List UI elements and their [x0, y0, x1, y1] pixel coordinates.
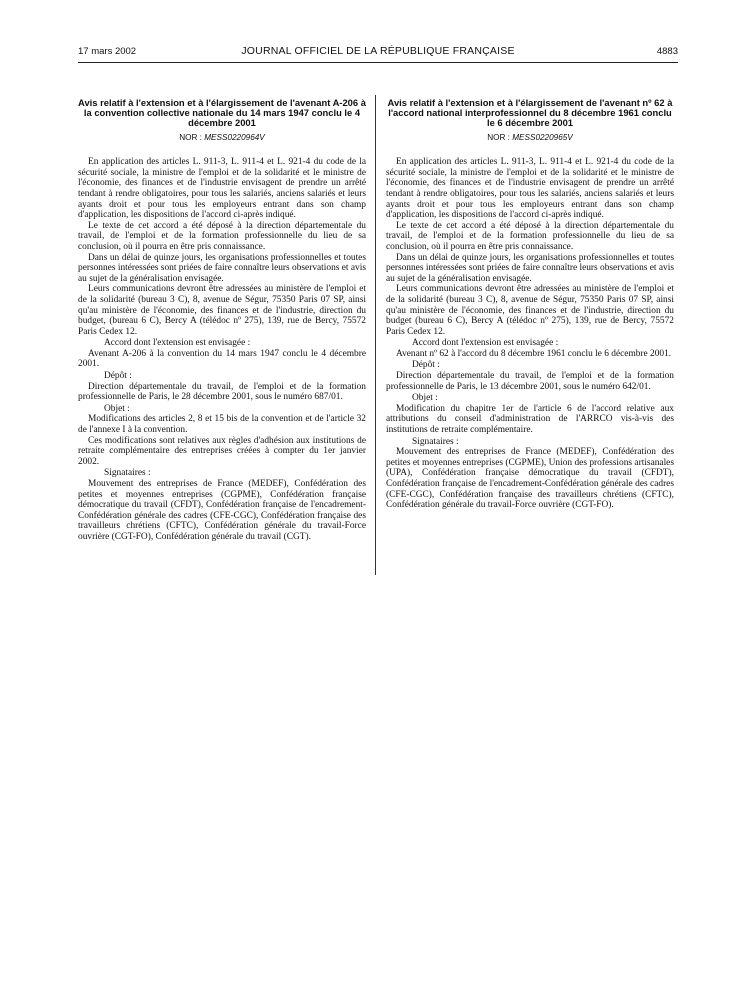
paragraph-depot-texte: Le texte de cet accord a été déposé à la direction départementale du travail, de l'emploi et de la formation professionnelle du lieu de sa conclusion, où il pourra en être pris connaissance. — [386, 220, 674, 252]
accord-label: Accord dont l'extension est envisagée : — [104, 338, 251, 349]
header-rule — [78, 62, 678, 63]
signataires-text: Mouvement des entreprises de France (MEDEF), Confédération des petites et moyennes entreprises (CGPME), Confédération française démocratique du travail (CFDT), Confédération française de l'encadrement-Confédération générale des cadres (CFE-CGC), Confédération française des travailleurs chrétiens (CFTC), Confédération générale du travail-Force ouvrière (CGT-FO), Confédération générale du travail (CGT). — [78, 479, 366, 542]
objet-label: Objet : — [412, 393, 438, 404]
accord-label: Accord dont l'extension est envisagée : — [412, 338, 559, 349]
paragraph-delai: Dans un délai de quinze jours, les organisations professionnelles et toutes personnes intéressées sont priées de faire connaître leurs observations et avis au sujet de la généralisation envisagée. — [386, 252, 674, 284]
page-header — [78, 44, 678, 60]
objet-text-2: Ces modifications sont relatives aux règles d'adhésion aux institutions de retraite complémentaire des entreprises créées à compter du 1er janvier 2002. — [78, 435, 366, 467]
objet-text: Modification du chapitre 1er de l'article 6 de l'accord relative aux attributions du conseil d'administration de l'ARRCO vis-à-vis des institutions de retraite complémentaire. — [386, 403, 674, 436]
nor-label: NOR : — [179, 132, 202, 142]
nor-code: MESS0220965V — [512, 132, 573, 142]
paragraph-application: En application des articles L. 911-3, L. 911-4 et L. 921-4 du code de la sécurité sociale, la ministre de l'emploi et de la solidarité et le ministre de l'économie, des finances et de l'industrie envisagent de prendre un arrêté tendant à rendre obligatoires, pour tous les salariés, anciens salariés et leurs ayants droit et pour tous les employeurs entrant dans son champ d'application, les dispositions de l'accord ci-après indiqué. — [78, 157, 366, 221]
objet-label: Objet : — [104, 403, 130, 414]
depot-text: Direction départementale du travail, de l'emploi et de la formation professionnelle de Paris, le 28 décembre 2001, sous le numéro 687/01. — [78, 381, 366, 403]
paragraph-delai: Dans un délai de quinze jours, les organisations professionnelles et toutes personnes intéressées sont priées de faire connaître leurs observations et avis au sujet de la généralisation envisagée. — [78, 252, 366, 284]
header-date: 17 mars 2002 — [78, 46, 137, 57]
signataires-text: Mouvement des entreprises de France (MEDEF), Confédération des petites et moyennes entreprises (CGPME), Union des professions artisanales (UPA), Confédération française démocratique du travail (CFDT), Confédération française de l'encadrement-Confédération générale des cadres (CFE-CGC), Confédération française des travailleurs chrétiens (CFTC), Confédération générale du travail-Force ouvrière (CGT-FO). — [386, 447, 674, 511]
paragraph-application: En application des articles L. 911-3, L. 911-4 et L. 921-4 du code de la sécurité sociale, la ministre de l'emploi et de la solidarité et le ministre de l'économie, des finances et de l'industrie envisagent de prendre un arrêté tendant à rendre obligatoires, pour tous les salariés, anciens salariés et leurs ayants droit et pour tous les employeurs entrant dans son champ d'application, les dispositions de l'accord ci-après indiqué. — [386, 157, 674, 221]
depot-text: Direction départementale du travail, de l'emploi et de la formation professionnelle de Paris, le 13 décembre 2001, sous le numéro 642/01. — [386, 371, 674, 392]
signataires-label: Signataires : — [104, 468, 151, 479]
signataires-label: Signataires : — [412, 436, 459, 447]
accord-text: Avenant A-206 à la convention du 14 mars 1947 conclu le 4 décembre 2001. — [78, 348, 366, 370]
nor-label: NOR : — [487, 132, 510, 142]
nor-reference — [386, 133, 674, 144]
paragraph-communications: Leurs communications devront être adressées au ministère de l'emploi et de la solidarité (bureau 3 C), 8, avenue de Ségur, 75350 Paris 07 SP, ainsi qu'au ministère de l'économie, des finances et de l'industrie, direction du budget, (bureau 6 C), Bercy A (télédoc nº 275), 139, rue de Bercy, 75572 Paris Cedex 12. — [78, 284, 366, 337]
notice-title: Avis relatif à l'extension et à l'élargissement de l'avenant nº 62 à l'accord national interprofessionnel du 8 décembre 1961 conclu le 6 décembre 2001 — [387, 97, 673, 129]
notice-title: Avis relatif à l'extension et à l'élargissement de l'avenant A-206 à la convention collective nationale du 14 mars 1947 conclu le 4 décembre 2001 — [78, 97, 366, 129]
paragraph-depot-texte: Le texte de cet accord a été déposé à la direction départementale du travail, de l'emploi et de la formation professionnelle du lieu de sa conclusion, où il pourra en être pris connaissance. — [78, 220, 366, 252]
paragraph-communications: Leurs communications devront être adressées au ministère de l'emploi et de la solidarité (bureau 3 C), 8, avenue de Ségur, 75350 Paris 07 SP, ainsi qu'au ministère de l'économie, des finances et de l'industrie, direction du budget (bureau 6 C), Bercy A (télédoc nº 275), 139, rue de Bercy, 75572 Paris Cedex 12. — [386, 284, 674, 337]
page-number: 4883 — [656, 46, 678, 57]
nor-reference — [78, 133, 366, 144]
journal-title: JOURNAL OFFICIEL DE LA RÉPUBLIQUE FRANÇAISE — [241, 45, 515, 57]
depot-label: Dépôt : — [104, 371, 132, 382]
nor-code: MESS0220964V — [204, 132, 265, 142]
notice-right — [386, 98, 674, 511]
objet-text: Modifications des articles 2, 8 et 15 bis de la convention et de l'article 32 de l'annexe I à la convention. — [78, 414, 366, 436]
column-divider — [375, 95, 376, 575]
depot-label: Dépôt : — [412, 360, 440, 371]
accord-text: Avenant nº 62 à l'accord du 8 décembre 1961 conclu le 6 décembre 2001. — [396, 348, 672, 359]
notice-left — [78, 98, 366, 543]
